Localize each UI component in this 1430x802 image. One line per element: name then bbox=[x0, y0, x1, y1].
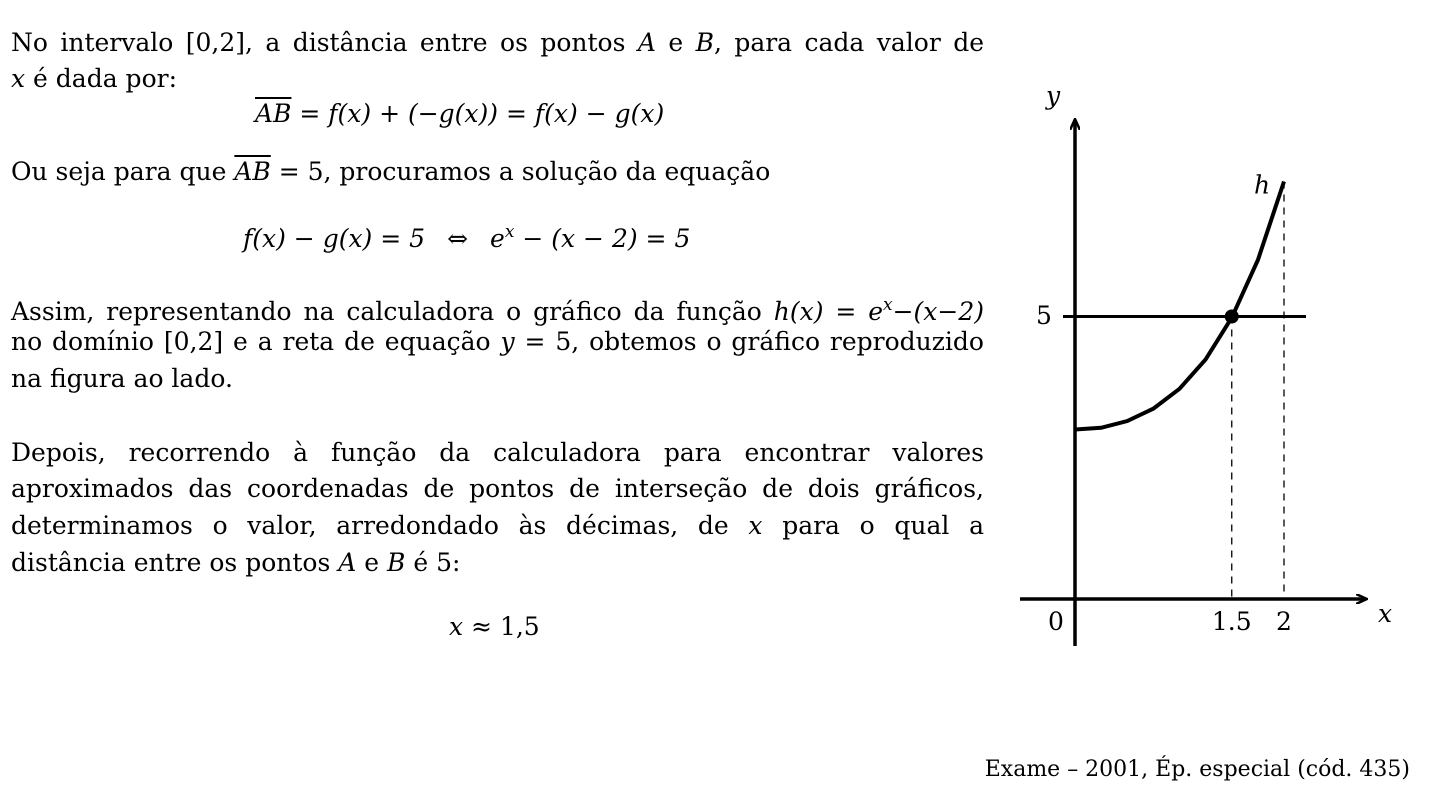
para4-line3: determinamos o valor, arredondado às décimas, de x para o qual a bbox=[11, 511, 984, 540]
function-h-curve bbox=[1075, 182, 1284, 430]
x-tick-label-2: 2 bbox=[1276, 607, 1292, 636]
function-label-h: h bbox=[1254, 170, 1271, 200]
para4-line2: aproximados das coordenadas de pontos de interseção de dois gráficos, bbox=[11, 474, 984, 503]
equation-ab: $\overline{AB} = f(x) + (-g(x)) = f(x) - g(x)$ bbox=[255, 99, 665, 128]
result-equation: x ≈ 1,5 bbox=[449, 612, 540, 641]
para3-line3: na figura ao lado. bbox=[11, 364, 233, 393]
para4-line4: distância entre os pontos A e B é 5: bbox=[11, 548, 461, 577]
y-axis-label: y bbox=[1046, 81, 1061, 110]
source-citation: Exame – 2001, Ép. especial (cód. 435) bbox=[984, 757, 1410, 782]
equation-main: f(x) − g(x) = 5 ⇔ $e^x - (x - 2) = 5$ bbox=[243, 222, 691, 253]
para4-line1: Depois, recorrendo à função da calculadora para encontrar valores bbox=[11, 438, 984, 467]
para3-line1: Assim, representando na calculadora o gráfico da função $h(x) = e^x-(x-2)$ bbox=[11, 295, 984, 326]
para1-line2: x é dada por: bbox=[11, 64, 177, 93]
intersection-point bbox=[1225, 310, 1239, 324]
para2: Ou seja para que $\overline{AB} = 5$, procuramos a solução da equação bbox=[11, 157, 771, 186]
y-tick-label-5: 5 bbox=[1036, 301, 1052, 330]
x-axis-label: x bbox=[1378, 599, 1393, 628]
x-tick-label-1-5: 1.5 bbox=[1211, 607, 1252, 636]
para1-line1: No intervalo [0,2], a distância entre os pontos A e B, para cada valor de bbox=[11, 28, 985, 57]
para3-line2: no domínio [0,2] e a reta de equação y = 5, obtemos o gráfico reproduzido bbox=[11, 327, 984, 356]
function-graph bbox=[1000, 70, 1410, 655]
x-tick-label-0: 0 bbox=[1048, 607, 1064, 636]
